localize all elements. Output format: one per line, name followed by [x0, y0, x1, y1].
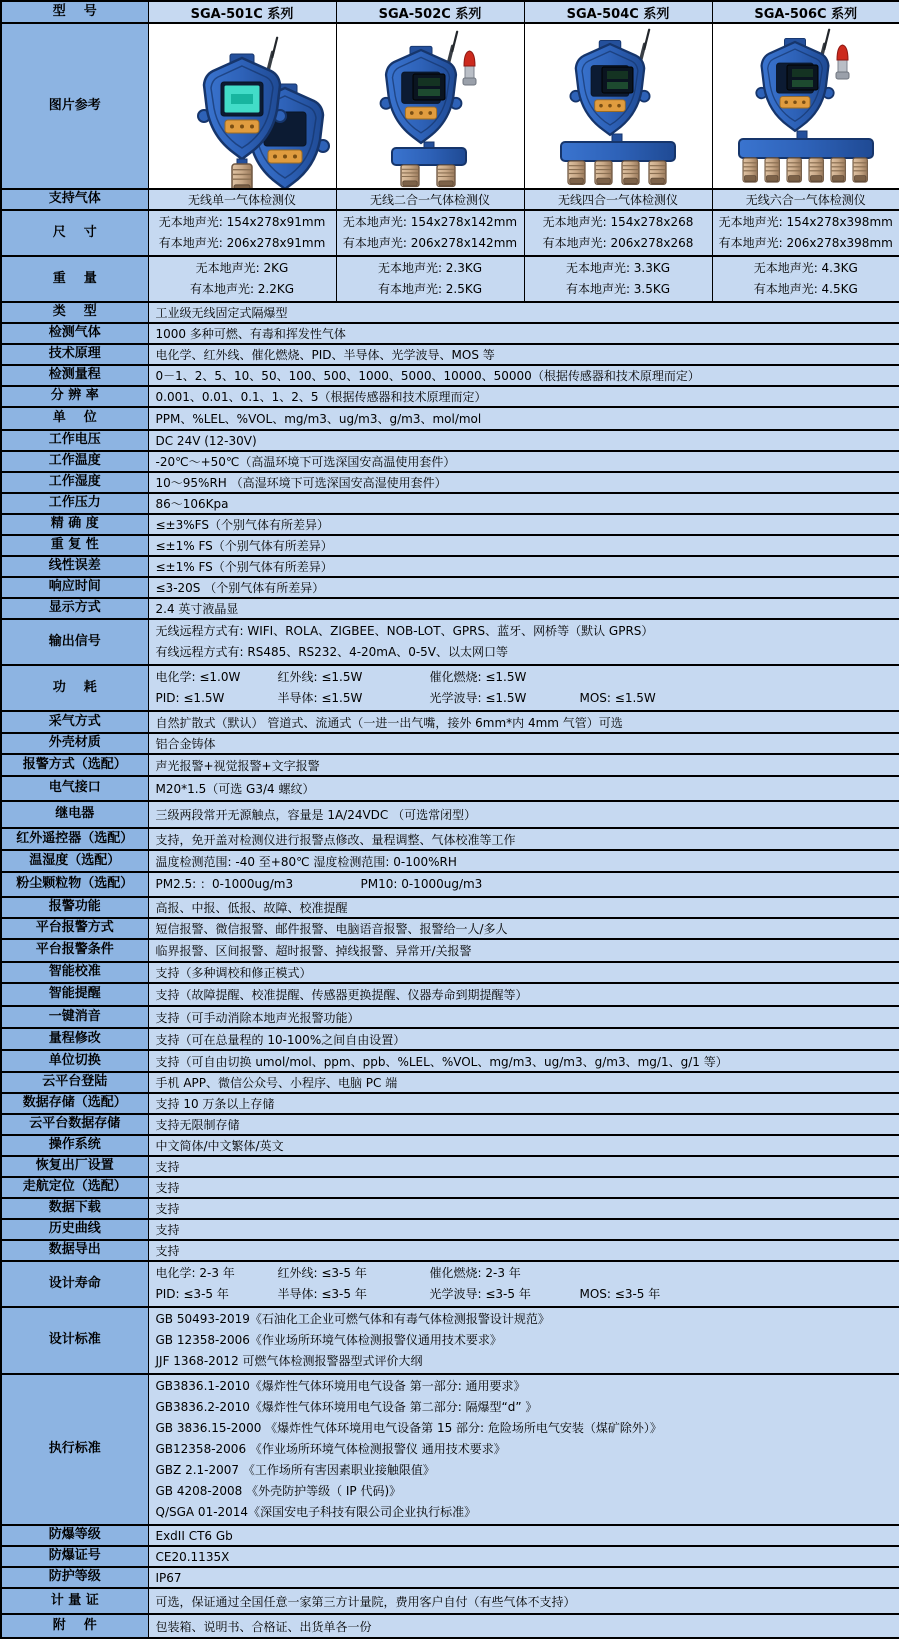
spec-row-temp-humidity-option: [1, 850, 899, 872]
weight-506c: 无本地声光: 4.3KG 有本地声光: 4.5KG: [712, 256, 899, 302]
size-502c: 无本地声光: 154x278x142mm 有本地声光: 206x278x142mm: [336, 210, 524, 256]
row-value: 支持 10 万条以上存储: [148, 1093, 899, 1114]
spec-row-smart-reminder: [1, 983, 899, 1006]
spec-row-principle: [1, 344, 899, 365]
spec-row-range-modify: [1, 1028, 899, 1050]
row-value: 自然扩散式（默认） 管道式、流通式（一进一出气嘴，接外 6mm*内 4mm 气管）可选: [148, 711, 899, 733]
row-value: 86～106Kpa: [148, 493, 899, 514]
row-value: ≤±1% FS（个别气体有所差异）: [148, 535, 899, 556]
row-label: 操作系统: [1, 1135, 148, 1156]
row-label: 报警方式（选配）: [1, 754, 148, 776]
product-image-dual-detector: [337, 28, 523, 188]
spec-row-data-download: [1, 1198, 899, 1219]
spec-row-resolution: [1, 386, 899, 407]
spec-row-protection-grade: [1, 1567, 899, 1588]
row-value: 2.4 英寸液晶显: [148, 598, 899, 619]
row-label: 智能校准: [1, 962, 148, 983]
row-label: 一键消音: [1, 1006, 148, 1028]
model-name-sga501c: SGA-501C 系列: [148, 1, 336, 23]
row-label: 单 位: [1, 407, 148, 430]
row-value: 1000 多种可燃、有毒和挥发性气体: [148, 323, 899, 344]
row-value: 支持（可在总量程的 10-100%之间自由设置）: [148, 1028, 899, 1050]
row-value: ≤3-20S （个别气体有所差异）: [148, 577, 899, 598]
row-label: 工作湿度: [1, 472, 148, 493]
row-value: M20*1.5（可选 G3/4 螺纹）: [148, 776, 899, 801]
row-value: GB 50493-2019《石油化工企业可燃气体和有毒气体检测报警设计规范》 GB 12358-2006《作业场所环境气体检测报警仪通用技术要求》 JJF 1368-2012 可燃气体检测报警器型式评价大纲: [148, 1307, 899, 1374]
spec-row-history-curve: [1, 1219, 899, 1240]
row-label: 类 型: [1, 302, 148, 323]
row-label: 工作压力: [1, 493, 148, 514]
row-label: 响应时间: [1, 577, 148, 598]
row-label: 外壳材质: [1, 733, 148, 754]
spec-row-humidity: [1, 472, 899, 493]
row-label: 附 件: [1, 1614, 148, 1638]
row-value: PPM、%LEL、%VOL、mg/m3、ug/m3、g/m3、mol/mol: [148, 407, 899, 430]
product-image-quad-detector: [525, 28, 711, 188]
row-label: 设计标准: [1, 1307, 148, 1374]
row-label: 工作电压: [1, 430, 148, 451]
spec-row-factory-reset: [1, 1156, 899, 1177]
spec-row-output-signal: [1, 619, 899, 665]
spec-row-execution-standard: [1, 1374, 899, 1525]
size-row: [1, 210, 899, 256]
spec-row-explosion-proof-grade: [1, 1525, 899, 1546]
product-image-cell-501c: [148, 23, 336, 189]
row-value: IP67: [148, 1567, 899, 1588]
size-501c: 无本地声光: 154x278x91mm 有本地声光: 206x278x91mm: [148, 210, 336, 256]
row-label: 报警功能: [1, 897, 148, 918]
row-value: 支持，免开盖对检测仪进行报警点修改、量程调整、气体校准等工作: [148, 828, 899, 850]
spec-row-data-storage: [1, 1093, 899, 1114]
model-name-sga506c: SGA-506C 系列: [712, 1, 899, 23]
row-label: 平台报警方式: [1, 918, 148, 939]
row-label: 工作温度: [1, 451, 148, 472]
row-value: 支持: [148, 1198, 899, 1219]
row-label: 温湿度（选配）: [1, 850, 148, 872]
row-label: 防护等级: [1, 1567, 148, 1588]
row-label: 数据存储（选配）: [1, 1093, 148, 1114]
row-value: 0－1、2、5、10、50、100、500、1000、5000、10000、50000（根据传感器和技术原理而定）: [148, 365, 899, 386]
row-label: 单位切换: [1, 1050, 148, 1072]
spec-row-repeatability: [1, 535, 899, 556]
row-label: 检测量程: [1, 365, 148, 386]
row-value: 支持（可手动消除本地声光报警功能）: [148, 1006, 899, 1028]
row-label: 显示方式: [1, 598, 148, 619]
row-label: 电气接口: [1, 776, 148, 801]
spec-row-linearity: [1, 556, 899, 577]
row-value: 10～95%RH （高湿环境下可选深国安高湿使用套件）: [148, 472, 899, 493]
spec-row-relay: [1, 801, 899, 828]
row-label: 防爆等级: [1, 1525, 148, 1546]
weight-502c: 无本地声光: 2.3KG 有本地声光: 2.5KG: [336, 256, 524, 302]
row-value: 手机 APP、微信公众号、小程序、电脑 PC 端: [148, 1072, 899, 1093]
spec-row-data-export: [1, 1240, 899, 1261]
spec-row-cloud-login: [1, 1072, 899, 1093]
row-value: 支持: [148, 1177, 899, 1198]
size-504c: 无本地声光: 154x278x268 有本地声光: 206x278x268: [524, 210, 712, 256]
spec-row-design-standard: [1, 1307, 899, 1374]
spec-row-alarm-function: [1, 897, 899, 918]
spec-row-os: [1, 1135, 899, 1156]
row-value: 电化学: ≤1.0W 红外线: ≤1.5W 催化燃烧: ≤1.5W PID: ≤1.5W 半导体: ≤1.5W 光学波导: ≤1.5W MOS: ≤1.5W: [148, 665, 899, 711]
spec-row-response-time: [1, 577, 899, 598]
spec-row-display: [1, 598, 899, 619]
row-label: 采气方式: [1, 711, 148, 733]
weight-row: [1, 256, 899, 302]
spec-row-voltage: [1, 430, 899, 451]
product-image-cell-504c: [524, 23, 712, 189]
row-label: 历史曲线: [1, 1219, 148, 1240]
row-label: 防爆证号: [1, 1546, 148, 1567]
row-value: 支持（可自由切换 umol/mol、ppm、ppb、%LEL、%VOL、mg/m3、ug/m3、g/m3、mg/1、g/1 等）: [148, 1050, 899, 1072]
model-name-sga504c: SGA-504C 系列: [524, 1, 712, 23]
row-label: 重 复 性: [1, 535, 148, 556]
row-label: 尺 寸: [1, 210, 148, 256]
image-row: [1, 23, 899, 189]
spec-row-accessories: [1, 1614, 899, 1638]
supported-gas-506c: 无线六合一气体检测仪: [712, 189, 899, 210]
spec-row-gases: [1, 323, 899, 344]
spec-row-electrical-interface: [1, 776, 899, 801]
product-image-cell-506c: [712, 23, 899, 189]
row-label: 功 耗: [1, 665, 148, 711]
row-value: 支持: [148, 1156, 899, 1177]
row-label: 精 确 度: [1, 514, 148, 535]
row-value: 支持: [148, 1240, 899, 1261]
row-value: ExdII CT6 Gb: [148, 1525, 899, 1546]
row-value: ≤±1% FS（个别气体有所差异）: [148, 556, 899, 577]
row-value: 临界报警、区间报警、超时报警、掉线报警、异常开/关报警: [148, 939, 899, 962]
spec-row-alarm-mode: [1, 754, 899, 776]
spec-row-platform-alarm-mode: [1, 918, 899, 939]
spec-row-type: [1, 302, 899, 323]
row-label: 红外遥控器（选配）: [1, 828, 148, 850]
row-value: 无线远程方式有: WIFI、ROLA、ZIGBEE、NOB-LOT、GPRS、蓝牙、网桥等（默认 GPRS） 有线远程方式有: RS485、RS232、4-20mA、0-5V、以太网口等: [148, 619, 899, 665]
spec-row-cloud-storage: [1, 1114, 899, 1135]
spec-row-shell-material: [1, 733, 899, 754]
row-label: 支持气体: [1, 189, 148, 210]
supported-gas-row: [1, 189, 899, 210]
row-label: 输出信号: [1, 619, 148, 665]
model-header-label: 型 号: [1, 1, 148, 23]
spec-row-platform-alarm-condition: [1, 939, 899, 962]
image-row-label: 图片参考: [1, 23, 148, 189]
spec-row-one-key-mute: [1, 1006, 899, 1028]
row-label: 恢复出厂设置: [1, 1156, 148, 1177]
model-name-sga502c: SGA-502C 系列: [336, 1, 524, 23]
supported-gas-501c: 无线单一气体检测仪: [148, 189, 336, 210]
spec-row-power-consumption: [1, 665, 899, 711]
row-label: 技术原理: [1, 344, 148, 365]
spec-row-accuracy: [1, 514, 899, 535]
row-value: 电化学: 2-3 年 红外线: ≤3-5 年 催化燃烧: 2-3 年 PID: ≤3-5 年 半导体: ≤3-5 年 光学波导: ≤3-5 年 MOS: ≤3-5 年: [148, 1261, 899, 1307]
header-row: [1, 1, 899, 23]
row-value: 0.001、0.01、0.1、1、2、5（根据传感器和技术原理而定）: [148, 386, 899, 407]
spec-row-explosion-proof-cert: [1, 1546, 899, 1567]
row-label: 粉尘颗粒物（选配）: [1, 872, 148, 897]
row-value: 短信报警、微信报警、邮件报警、电脑语音报警、报警给一人/多人: [148, 918, 899, 939]
row-value: 中文简体/中文繁体/英文: [148, 1135, 899, 1156]
row-value: 包装箱、说明书、合格证、出货单各一份: [148, 1614, 899, 1638]
row-value: 电化学、红外线、催化燃烧、PID、半导体、光学波导、MOS 等: [148, 344, 899, 365]
product-image-cell-502c: [336, 23, 524, 189]
row-value: -20℃～+50℃（高温环境下可选深国安高温使用套件）: [148, 451, 899, 472]
row-label: 云平台登陆: [1, 1072, 148, 1093]
row-label: 量程修改: [1, 1028, 148, 1050]
row-label: 数据导出: [1, 1240, 148, 1261]
product-image-hex-detector: [713, 28, 899, 188]
row-value: PM2.5: ：0-1000ug/m3 PM10: 0-1000ug/m3: [148, 872, 899, 897]
supported-gas-504c: 无线四合一气体检测仪: [524, 189, 712, 210]
spec-row-unit: [1, 407, 899, 430]
spec-row-dust-particles: [1, 872, 899, 897]
row-value: GB3836.1-2010《爆炸性气体环境用电气设备 第一部分: 通用要求》 GB3836.2-2010《爆炸性气体环境用电气设备 第二部分: 隔爆型“d” 》 GB 3836.15-2000 《爆炸性气体环境用电气设备第 15 部分: 危险场所电气安装（煤矿除外）》 GB12358-2006 《作业场所环境气体检测报警仪 通用技术要求》 GBZ 2.1-2007 《工作场所有害因素职业接触限值》 GB 4208-2008 《外壳防护等级（ IP 代码)》 Q/SGA 01-2014《深国安电子科技有限公司企业执行标准》: [148, 1374, 899, 1525]
row-value: 高报、中报、低报、故障、校准提醒: [148, 897, 899, 918]
row-label: 设计寿命: [1, 1261, 148, 1307]
spec-row-unit-switch: [1, 1050, 899, 1072]
row-label: 检测气体: [1, 323, 148, 344]
row-value: 可选，保证通过全国任意一家第三方计量院，费用客户自付（有些气体不支持）: [148, 1588, 899, 1614]
size-506c: 无本地声光: 154x278x398mm 有本地声光: 206x278x398mm: [712, 210, 899, 256]
spec-row-navigation-location: [1, 1177, 899, 1198]
row-value: 工业级无线固定式隔爆型: [148, 302, 899, 323]
row-label: 重 量: [1, 256, 148, 302]
row-label: 走航定位（选配）: [1, 1177, 148, 1198]
row-label: 平台报警条件: [1, 939, 148, 962]
row-value: 温度检测范围: -40 至+80℃ 湿度检测范围: 0-100%RH: [148, 850, 899, 872]
spec-row-range: [1, 365, 899, 386]
row-label: 线性误差: [1, 556, 148, 577]
row-value: 支持无限制存储: [148, 1114, 899, 1135]
row-value: CE20.1135X: [148, 1546, 899, 1567]
supported-gas-502c: 无线二合一气体检测仪: [336, 189, 524, 210]
row-value: 声光报警+视觉报警+文字报警: [148, 754, 899, 776]
row-value: 支持: [148, 1219, 899, 1240]
row-value: 支持（多种调校和修正模式）: [148, 962, 899, 983]
weight-504c: 无本地声光: 3.3KG 有本地声光: 3.5KG: [524, 256, 712, 302]
row-label: 分 辨 率: [1, 386, 148, 407]
row-label: 数据下载: [1, 1198, 148, 1219]
spec-row-ir-remote: [1, 828, 899, 850]
spec-row-design-life: [1, 1261, 899, 1307]
spec-row-smart-calibration: [1, 962, 899, 983]
product-image-single-detector: [149, 28, 335, 188]
row-label: 智能提醒: [1, 983, 148, 1006]
row-label: 计 量 证: [1, 1588, 148, 1614]
row-label: 执行标准: [1, 1374, 148, 1525]
spec-row-metrology-cert: [1, 1588, 899, 1614]
row-value: ≤±3%FS（个别气体有所差异）: [148, 514, 899, 535]
weight-501c: 无本地声光: 2KG 有本地声光: 2.2KG: [148, 256, 336, 302]
row-value: 铝合金铸体: [148, 733, 899, 754]
spec-row-sampling: [1, 711, 899, 733]
spec-row-pressure: [1, 493, 899, 514]
row-label: 继电器: [1, 801, 148, 828]
spec-row-temperature: [1, 451, 899, 472]
row-label: 云平台数据存储: [1, 1114, 148, 1135]
row-value: 支持（故障提醒、校准提醒、传感器更换提醒、仪器寿命到期提醒等）: [148, 983, 899, 1006]
row-value: 三级两段常开无源触点，容量是 1A/24VDC （可选常闭型）: [148, 801, 899, 828]
row-value: DC 24V (12-30V): [148, 430, 899, 451]
